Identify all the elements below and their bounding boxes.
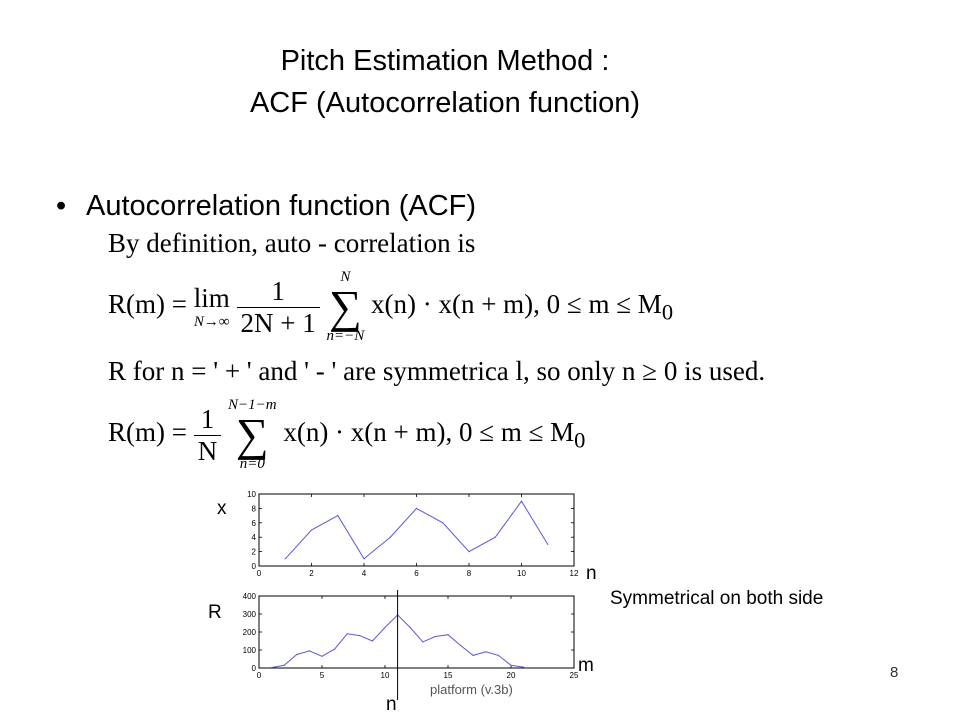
data-point	[521, 501, 522, 502]
data-point	[337, 515, 338, 516]
data-point	[284, 665, 285, 666]
eq1-frac-den: 2N + 1	[240, 307, 316, 338]
sigma-symbol: ∑	[328, 281, 362, 332]
data-point	[390, 537, 391, 538]
y-tick-label: 2	[251, 547, 256, 557]
autocorrelation-chart	[235, 590, 580, 685]
eq2-frac-den: N	[197, 435, 218, 466]
data-point	[416, 508, 417, 509]
slide-title	[0, 40, 890, 124]
data-point	[334, 649, 335, 650]
y-tick-label: 10	[247, 490, 256, 499]
bullet-dot: •	[56, 190, 67, 222]
eq2-sum-top: N−1−m	[227, 397, 277, 413]
data-point	[547, 544, 548, 545]
eq1-lim-sub: N→∞	[193, 313, 230, 330]
data-point	[498, 655, 499, 656]
y-tick-label: 400	[242, 592, 256, 601]
plot-frame	[259, 596, 574, 668]
eq1-limit	[194, 284, 230, 330]
x-tick-label: 4	[361, 569, 367, 578]
symmetry-note: Symmetrical on both side	[610, 588, 824, 609]
x-tick-label: 20	[506, 671, 516, 680]
definition-line: By definition, auto - correlation is	[108, 228, 476, 258]
data-point	[309, 650, 310, 651]
y-tick-label: 8	[251, 504, 256, 514]
data-point	[372, 640, 373, 641]
x-axis-label-top-y: x	[217, 498, 227, 519]
eq1-sum-top: N	[340, 269, 351, 285]
title-line-1: Pitch Estimation Method :	[280, 45, 610, 77]
y-tick-label: 200	[242, 628, 256, 637]
x-tick-label: 15	[443, 671, 453, 680]
data-point	[460, 645, 461, 646]
x-tick-label: 10	[380, 671, 390, 680]
eq2-lhs: R(m) =	[108, 417, 187, 448]
y-tick-label: 4	[251, 533, 256, 543]
data-point	[397, 614, 398, 615]
data-point	[311, 529, 312, 530]
data-point	[422, 641, 423, 642]
eq1-body-sub: 0	[661, 299, 674, 325]
y-tick-label: 0	[251, 562, 256, 571]
y-tick-label: 300	[242, 610, 256, 619]
x-tick-label: 6	[414, 569, 419, 578]
data-point	[435, 636, 436, 637]
eq1-body: x(n) · x(n + m), 0 ≤ m ≤ M	[370, 289, 662, 320]
eq2-body-sub: 0	[574, 427, 586, 453]
data-point	[447, 634, 448, 635]
m-axis-label: m	[578, 655, 594, 676]
data-point	[510, 665, 511, 666]
x-tick-label: 25	[569, 671, 579, 680]
eq1-lim-word: lim	[193, 282, 230, 313]
eq2-frac-num: 1	[194, 404, 222, 436]
data-point	[285, 558, 286, 559]
data-point	[347, 633, 348, 634]
data-point	[495, 537, 496, 538]
eq1-sum	[326, 270, 364, 344]
data-point	[384, 627, 385, 628]
y-tick-label: 0	[251, 664, 256, 673]
data-point	[359, 635, 360, 636]
x-tick-label: 8	[466, 569, 472, 578]
equation-2	[108, 398, 585, 472]
x-tick-label: 5	[319, 671, 325, 680]
bullet-text: Autocorrelation function (ACF)	[86, 190, 477, 222]
eq2-sum-bottom: n=0	[239, 456, 265, 472]
data-point	[271, 667, 272, 668]
y-tick-label: 100	[242, 646, 256, 655]
data-point	[410, 627, 411, 628]
data-point	[442, 522, 443, 523]
footer-text: platform (v.3b)	[430, 682, 513, 697]
sigma-symbol: ∑	[235, 409, 269, 460]
eq1-frac-num: 1	[237, 276, 320, 308]
x-tick-label: 0	[256, 569, 262, 578]
eq1-sum-bottom: n=−N	[326, 328, 365, 344]
y-tick-label: 6	[251, 518, 256, 528]
eq2-sum	[228, 398, 277, 472]
x-tick-label: 10	[517, 569, 526, 578]
data-point	[363, 558, 364, 559]
data-point	[473, 655, 474, 656]
data-point	[296, 654, 297, 655]
bullet-item	[56, 190, 476, 223]
eq2-fraction	[194, 404, 222, 467]
n-axis-label-top-x: n	[586, 563, 597, 584]
title-line-2: ACF (Autocorrelation function)	[249, 87, 641, 119]
page-number: 8	[890, 664, 899, 681]
data-point	[485, 651, 486, 652]
data-point	[321, 656, 322, 657]
eq2-body: x(n) · x(n + m), 0 ≤ m ≤ M	[283, 417, 575, 448]
equation-1	[108, 270, 673, 344]
r-axis-label: R	[208, 602, 222, 623]
eq1-lhs: R(m) =	[108, 289, 187, 320]
plot-frame	[259, 494, 574, 566]
eq1-fraction	[237, 276, 320, 339]
x-tick-label: 12	[569, 569, 579, 578]
symmetry-line: R for n = ' + ' and ' - ' are symmetrica l, so only n ≥ 0 is used.	[108, 356, 766, 386]
data-point	[523, 667, 524, 668]
x-tick-label: 0	[256, 671, 262, 680]
x-tick-label: 2	[309, 569, 314, 578]
n-marker-label: n	[386, 694, 397, 715]
signal-chart	[235, 488, 580, 583]
data-point	[468, 551, 469, 552]
